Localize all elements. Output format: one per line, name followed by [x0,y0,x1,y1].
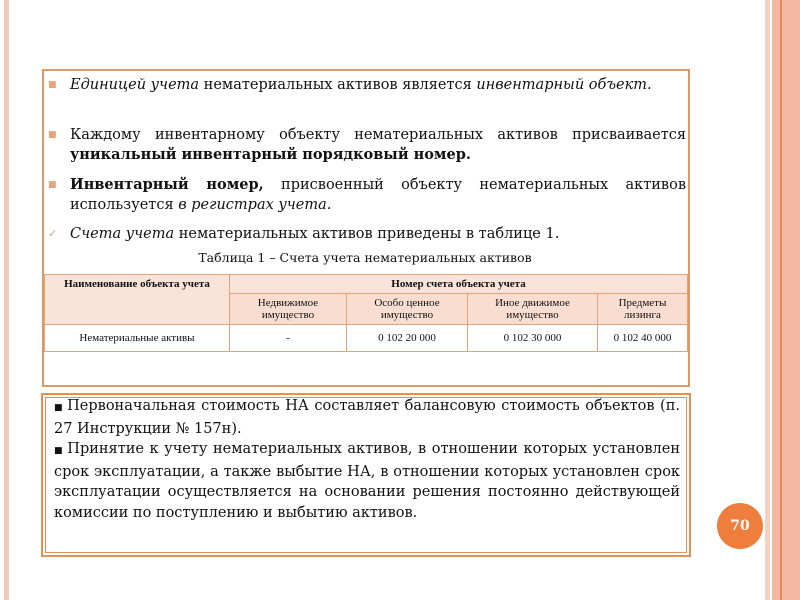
bullet-1 [48,75,686,95]
decor-stripe-right [765,0,770,600]
cell: 0 102 30 000 [467,325,597,352]
cell: Нематериальные активы [45,325,230,352]
decor-line-right [780,0,782,600]
header-group: Номер счета объекта учета [230,275,688,294]
bullet-marker: ■ [48,80,57,90]
note-2: ■ Принятие к учету нематериальных активов, в отношении которых установлен срок эксплуатации, а также выбытие НА, в отношении которых установлен срок эксплуатации осуществляется на основании решения постоянно действующей комиссии по поступлению и выбытию активов. [54,441,680,521]
bullet-2 [48,125,686,165]
text: Каждому инвентарному объекту нематериальных активов присваивается [70,127,686,143]
text: уникальный инвентарный порядковый номер. [70,146,471,163]
accounts-table [44,274,688,352]
text: Счета учета [70,226,175,242]
text: присвоенный объекту нематериальных активов используется [70,177,686,213]
text: Первоначальная стоимость НА составляет балансовую стоимость объектов (п. 27 Инструкции № 157н). [54,398,680,437]
note-1: ■ Первоначальная стоимость НА составляет балансовую стоимость объектов (п. 27 Инструкции № 157н). [54,398,680,437]
cell: 0 102 40 000 [597,325,687,352]
subheader: Предметы лизинга [597,294,687,325]
table-caption: Таблица 1 – Счета учета нематериальных активов [198,250,532,265]
bullet-marker: ■ [48,130,57,140]
text: Инвентарный номер, [70,176,264,193]
bullet-3 [48,175,686,215]
page-number-badge: 70 [717,503,763,549]
text: инвентарный объект. [476,77,652,93]
subheader: Особо ценное имущество [346,294,467,325]
bullet-marker: ■ [48,180,57,190]
text: нематериальных активов приведены в таблице 1. [174,226,560,242]
cell: 0 102 20 000 [346,325,467,352]
text: Принятие к учету нематериальных активов, в отношении которых установлен срок эксплуатации, а также выбытие НА, в отношении которых установлен срок эксплуатации осуществляется на основании решения постоянно действующей комиссии по поступлению и выбытию активов. [54,441,680,521]
notes [54,396,680,523]
decor-stripe-left [4,0,9,600]
cell: - [230,325,347,352]
bullet-4 [48,224,686,244]
text: в регистрах учета. [178,197,332,213]
text: нематериальных активов является [199,77,477,93]
check-icon: ✓ [48,227,58,240]
decor-band-right [772,0,800,600]
header-object: Наименование объекта учета [45,275,230,325]
table-row [45,325,688,352]
subheader: Иное движимое имущество [467,294,597,325]
subheader: Недвижимое имущество [230,294,347,325]
text: Единицей учета [70,77,200,93]
